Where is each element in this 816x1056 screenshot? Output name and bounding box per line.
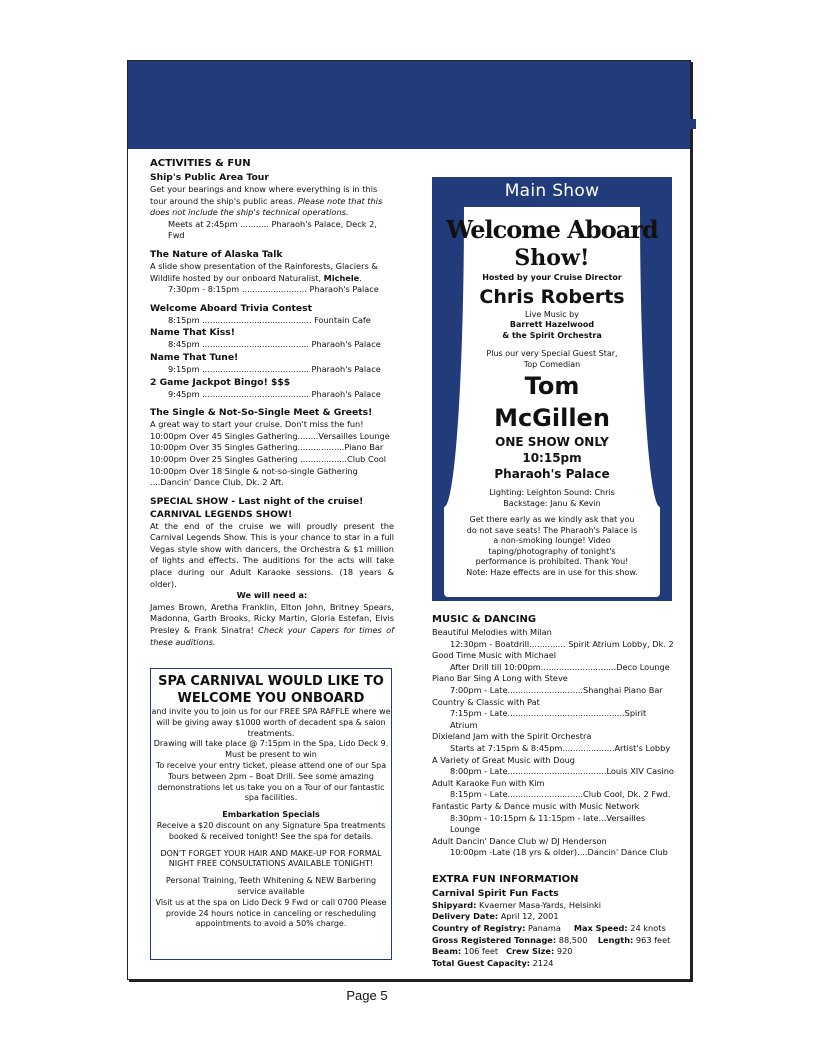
embarkation-text: Receive a $20 discount on any Signature Spa treatments booked & received tonight! See the spa for details. xyxy=(156,820,386,841)
bingo-time: 9:45pm ......................................... Pharaoh's Palace xyxy=(168,388,381,399)
singles-line: 10:00pm Over 45 Singles Gathering........Versailles Lounge xyxy=(150,430,390,441)
bingo-title: 2 Game Jackpot Bingo! $$$ xyxy=(150,376,291,388)
haze-note: Note: Haze effects are in use for this show. xyxy=(466,567,638,577)
kiss-time: 8:45pm ......................................... Pharaoh's Palace xyxy=(168,339,381,350)
tonnage-fact: Gross Registered Tonnage: 88,500 Length: 963 feet xyxy=(432,934,671,945)
need-list: James Brown, Aretha Franklin, Elton John, Britney Spears, Madonna, Garth Brooks, Ricky Martin, Gloria Estefan, Elvis Presley & Frank Sinatra! Check your Capers for times of these auditions. xyxy=(150,601,394,647)
legends-title: CARNIVAL LEGENDS SHOW! xyxy=(150,508,293,520)
music-act-line: Good Time Music with Michael xyxy=(432,650,557,661)
activities-section xyxy=(150,157,394,648)
music-act-line: Beautiful Melodies with Milan xyxy=(432,627,552,637)
page-number: Page 5 xyxy=(346,988,388,1003)
spa-heading: SPA CARNIVAL WOULD LIKE TO WELCOME YOU ONBOARD xyxy=(158,674,384,706)
musician-name: Barrett Hazelwood xyxy=(509,320,595,329)
tour-title: Ship's Public Area Tour xyxy=(150,172,269,183)
need-label: We will need a: xyxy=(236,590,308,601)
singles-line: 10:00pm Over 25 Singles Gathering ..................Club Cool xyxy=(150,453,386,464)
guest-last-name: McGillen xyxy=(494,404,610,432)
backstage-credits: Backstage: Janu & Kevin xyxy=(503,498,601,508)
guest-first-name: Tom xyxy=(524,372,580,400)
music-schedule-line: 7:15pm - Late.............................................Spirit Atrium xyxy=(450,708,647,730)
tune-time: 9:15pm ......................................... Pharaoh's Palace xyxy=(168,363,381,374)
welcome-title: Welcome Aboard xyxy=(446,215,658,244)
spa-tours: To receive your entry ticket, please attend one of our Spa Tours between 2pm – Boat Drill. See some amazing demonstrations let us take you on a Tour of our fantastic spa facilities. xyxy=(155,760,387,803)
guest-intro: Plus our very Special Guest Star, xyxy=(486,349,618,358)
music-schedule-line: Starts at 7:15pm & 8:45pm....................Artist's Lobby xyxy=(450,742,671,753)
stage-curtain xyxy=(444,207,660,597)
music-heading: MUSIC & DANCING xyxy=(432,614,537,625)
alaska-desc: A slide show presentation of the Rainforests, Glaciers & Wildlife hosted by our onboard Naturalist, Michele. xyxy=(150,260,378,283)
capacity-fact: Total Guest Capacity: 2124 xyxy=(432,957,554,968)
tour-desc: Get your bearings and know where everything is in this tour around the ship's public areas. Please note that this does not include the ship's technical operations. xyxy=(150,184,383,218)
main-show-title: Main Show xyxy=(504,181,600,201)
music-act-line: Piano Bar Sing A Long with Steve xyxy=(432,673,568,684)
show-venue: Pharaoh's Palace xyxy=(494,467,610,481)
singles-line: 10:00pm Over 18 Single & not-so-single Gathering xyxy=(150,465,358,476)
hosted-by: Hosted by your Cruise Director xyxy=(482,273,622,282)
embarkation-title: Embarkation Specials xyxy=(222,810,320,820)
music-schedule-line: 8:00pm - Late......................................Louis XIV Casino xyxy=(450,766,674,777)
singles-title: The Single & Not-So-Single Meet & Greets! xyxy=(150,407,373,419)
show-notice: Get there early as we kindly ask that you do not save seats! The Pharaoh's Palace is a non-smoking lounge! Video taping/photography of tonight's performance is prohibited. Thank You! xyxy=(466,515,638,566)
music-act-line: Fantastic Party & Dance music with Music Network xyxy=(432,800,640,811)
music-act-line: Adult Dancin' Dance Club w/ DJ Henderson xyxy=(432,835,607,846)
music-schedule-line: After Drill till 10:00pm.............................Deco Lounge xyxy=(450,661,670,672)
kiss-title: Name That Kiss! xyxy=(150,327,235,339)
music-schedule-line: 7:00pm - Late.............................Shanghai Piano Bar xyxy=(450,684,663,695)
music-schedule-line: 8:15pm - Late.............................Club Cool, Dk. 2 Fwd. xyxy=(450,789,671,800)
alaska-title: The Nature of Alaska Talk xyxy=(150,248,283,260)
extra-heading: EXTRA FUN INFORMATION xyxy=(432,873,579,885)
alaska-time: 7:30pm - 8:15pm ......................... Pharaoh's Palace xyxy=(168,284,379,295)
live-music: Live Music by xyxy=(525,309,579,319)
music-section xyxy=(432,613,676,969)
delivery-fact: Delivery Date: April 12, 2001 xyxy=(432,911,559,922)
show-title: Show! xyxy=(514,245,590,271)
page xyxy=(127,60,691,980)
guest-role: Top Comedian xyxy=(523,359,581,369)
singles-line: A great way to start your cruise. Don't miss the fun! xyxy=(150,419,364,430)
activities-heading: ACTIVITIES & FUN xyxy=(150,158,251,169)
main-show-box xyxy=(432,177,672,601)
beam-fact: Beam: 106 feet Crew Size: 920 xyxy=(432,946,573,957)
show-credits: Lighting: Leighton Sound: Chris xyxy=(489,488,615,497)
music-act-line: Dixieland Jam with the Spirit Orchestra xyxy=(432,731,592,742)
header-banner xyxy=(128,61,690,149)
music-act-line: Adult Karaoke Fun with Kim xyxy=(432,777,545,788)
trivia-title: Welcome Aboard Trivia Contest xyxy=(150,302,313,314)
orchestra-name: & the Spirit Orchestra xyxy=(502,330,602,340)
singles-line: 10:00pm Over 35 Singles Gathering..................Piano Bar xyxy=(150,442,384,453)
visit-text: Visit us at the spa on Lido Deck 9 Fwd or call 0700 Please provide 24 hours notice in canceling or rescheduling appointments to avoid a 50% charge. xyxy=(155,897,387,929)
special-title: SPECIAL SHOW - Last night of the cruise! xyxy=(150,495,364,507)
singles-line: ....Dancin' Dance Club, Dk. 2 Aft. xyxy=(150,477,284,488)
music-schedule-line: 12:30pm - Boatdrill.............. Spirit Atrium Lobby, Dk. 2 xyxy=(450,638,674,649)
music-schedule-line: 10:00pm -Late (18 yrs & older)....Dancin' Dance Club xyxy=(450,847,668,858)
one-show-only: ONE SHOW ONLY xyxy=(495,435,609,449)
show-time: 10:15pm xyxy=(522,451,582,465)
hair-text: DON'T FORGET YOUR HAIR AND MAKE-UP FOR FORMAL NIGHT FREE CONSULTATIONS AVAILABLE TONIGHT! xyxy=(160,848,382,869)
special-desc: At the end of the cruise we will proudly present the Carnival Legends Show. This is your chance to star in a full Vegas style show with dancers, the Orchestra & $1 million of lights and effects. The auditions for the acts will take place during our Adult Karaoke sessions. (18 years & older). xyxy=(150,520,394,589)
page-tab xyxy=(690,119,696,129)
director-name: Chris Roberts xyxy=(479,285,625,308)
music-list xyxy=(432,627,676,859)
fun-facts-title: Carnival Spirit Fun Facts xyxy=(432,887,559,899)
personal-text: Personal Training, Teeth Whitening & NEW Barbering service available xyxy=(165,876,377,896)
tour-time: Meets at 2:45pm ........... Pharaoh's Palace, Deck 2, Fwd xyxy=(168,218,377,241)
tune-title: Name That Tune! xyxy=(150,351,239,363)
music-schedule-line: 8:30pm - 10:15pm & 11:15pm - late...Versailles Lounge xyxy=(450,812,646,835)
music-act-line: A Variety of Great Music with Doug xyxy=(432,754,575,765)
trivia-time: 8:15pm .......................................... Fountain Cafe xyxy=(168,314,371,325)
spa-box xyxy=(150,668,392,960)
music-act-line: Country & Classic with Pat xyxy=(432,696,540,707)
registry-fact: Country of Registry: Panama Max Speed: 24 knots xyxy=(432,923,666,934)
spa-drawing: Drawing will take place @ 7:15pm in the Spa, Lido Deck 9. Must be present to win xyxy=(153,739,389,760)
shipyard-fact: Shipyard: Kvaerner Masa-Yards, Helsinki xyxy=(432,899,602,910)
spa-raffle: and invite you to join us for our FREE SPA RAFFLE where we will be giving away $1000 worth of decadent spa & salon treatments. xyxy=(151,707,391,738)
